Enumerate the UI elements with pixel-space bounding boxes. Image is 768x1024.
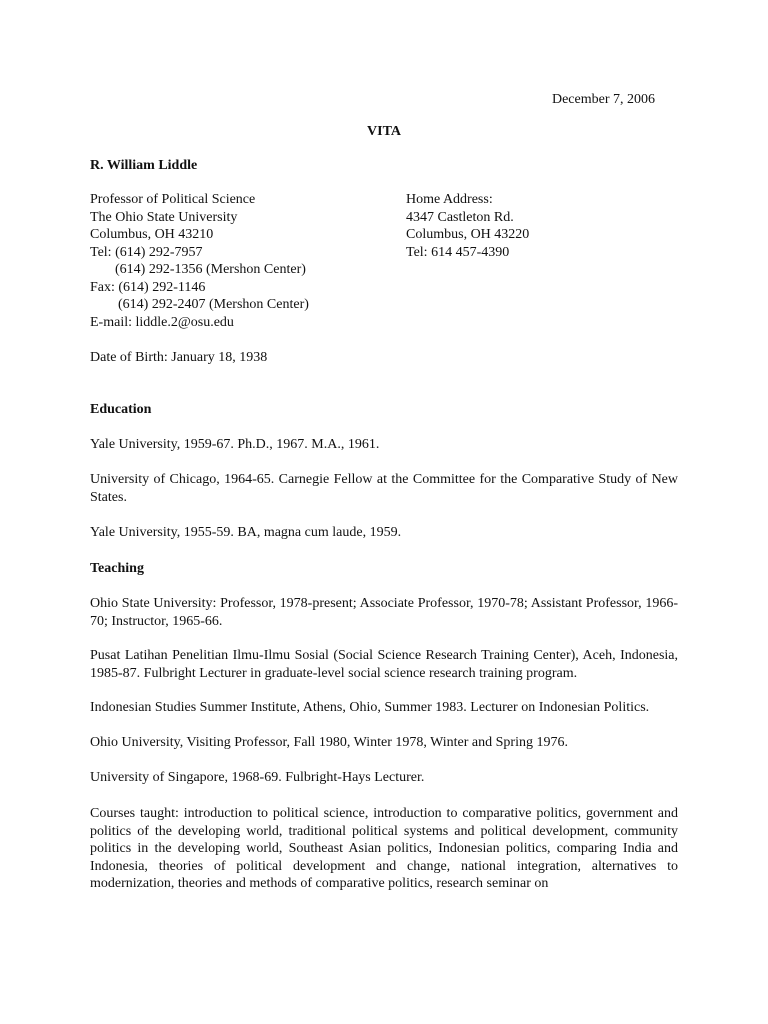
document-title: VITA [367,124,401,139]
teaching-entry: Indonesian Studies Summer Institute, Athens, Ohio, Summer 1983. Lecturer on Indonesian Politics. [90,700,650,715]
work-address [90,191,390,331]
vita-page [90,0,678,1024]
teaching-entry: Ohio University, Visiting Professor, Fall 1980, Winter 1978, Winter and Spring 1976. [90,735,568,750]
home-phone: Tel: 614 457-4390 [406,244,510,260]
work-fax: Fax: (614) 292-1146 [90,279,206,295]
home-address-line: 4347 Castleton Rd. [406,209,514,225]
teaching-entry: Ohio State University: Professor, 1978-present; Associate Professor, 1970-78; Assistant Professor, 1966-70; Instructor, 1965-66. [90,596,678,629]
courses-taught: Courses taught: introduction to political science, introduction to comparative politics, government and politics of the developing world, traditional political systems and political development, community politics in the developing world, Southeast Asian politics, Indonesian politics, comparing India and Indonesia, theories of political development and change, national integration, alternatives to modernization, theories and methods of comparative politics, research seminar on [90,806,678,891]
education-entry: Yale University, 1955-59. BA, magna cum laude, 1959. [90,525,402,540]
person-name: R. William Liddle [90,158,198,173]
document-date: December 7, 2006 [551,92,655,107]
work-email: E-mail: liddle.2@osu.edu [90,314,234,330]
teaching-entry: Pusat Latihan Penelitian Ilmu-Ilmu Sosial (Social Science Research Training Center), Aceh, Indonesia, 1985-87. Fulbright Lecturer in graduate-level social science research training program. [90,648,678,681]
work-address-line: Columbus, OH 43210 [90,227,214,242]
work-phone: Tel: (614) 292-7957 [90,244,203,260]
home-address [406,191,676,261]
work-fax-alt: (614) 292-2407 (Mershon Center) [118,297,309,312]
education-heading: Education [90,402,152,417]
education-entry: University of Chicago, 1964-65. Carnegie Fellow at the Committee for the Comparative Study of New States. [90,472,678,505]
teaching-heading: Teaching [90,561,144,576]
education-entry: Yale University, 1959-67. Ph.D., 1967. M.A., 1961. [90,437,380,452]
work-phone-alt: (614) 292-1356 (Mershon Center) [115,262,306,277]
home-address-line: Columbus, OH 43220 [406,227,530,242]
work-address-line: Professor of Political Science [90,192,256,207]
teaching-entry: University of Singapore, 1968-69. Fulbright-Hays Lecturer. [90,770,425,785]
work-address-line: The Ohio State University [90,209,238,225]
date-of-birth: Date of Birth: January 18, 1938 [90,350,268,365]
home-address-heading: Home Address: [406,192,493,207]
